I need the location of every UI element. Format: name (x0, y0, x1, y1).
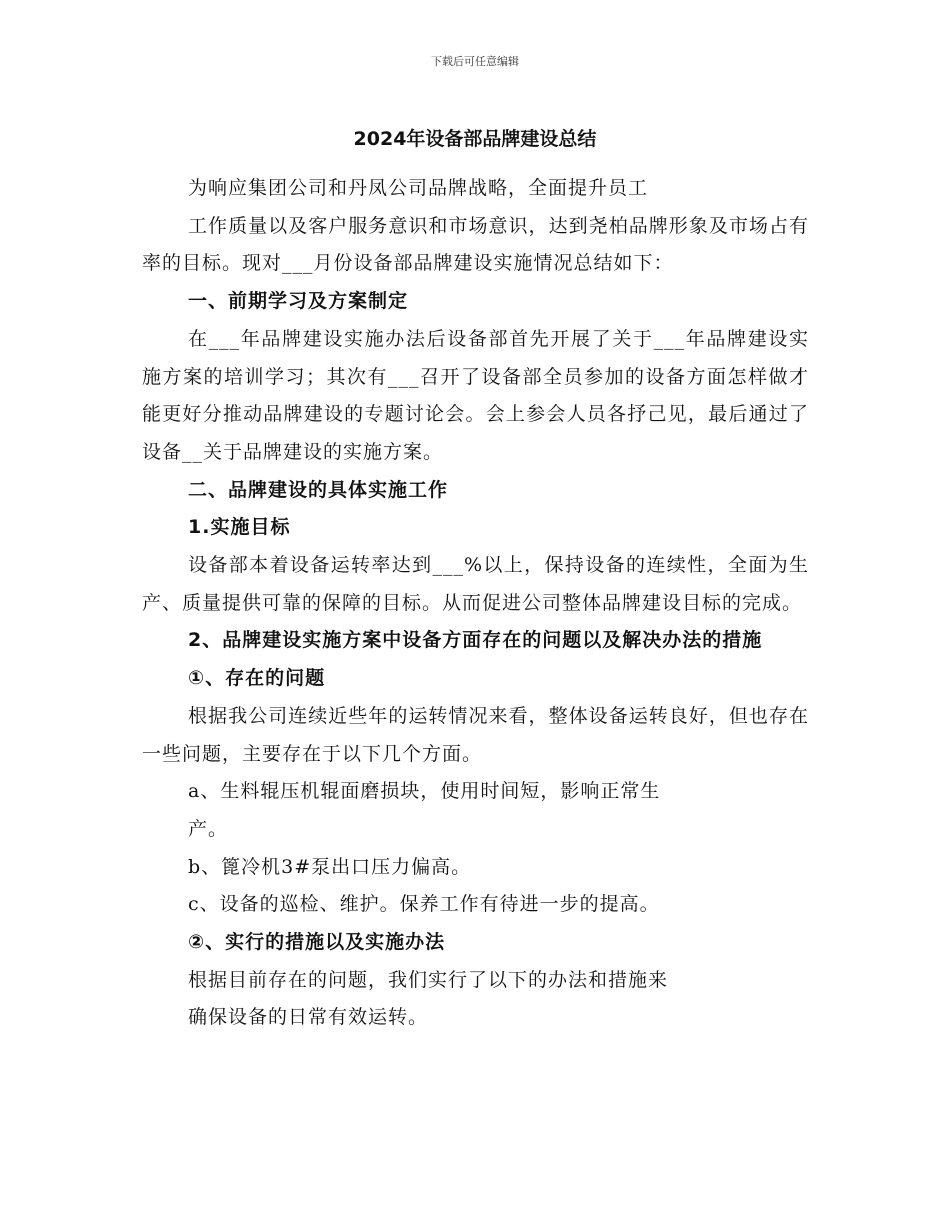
problem-item-a-continued: 产。 (188, 817, 229, 840)
measures-paragraph-line-2: 确保设备的日常有效运转。 (188, 1006, 429, 1029)
header-note: 下载后可任意编辑 (431, 55, 519, 68)
document-body (142, 170, 809, 1037)
section-heading-2: 二、品牌建设的具体实施工作 (188, 478, 449, 501)
document-title: 2024年设备部品牌建设总结 (353, 128, 597, 150)
subheading-goal: 1.实施目标 (188, 516, 291, 539)
problem-item-c: c、设备的巡检、维护。保养工作有待进一步的提高。 (188, 893, 660, 916)
subheading-problems: ①、存在的问题 (188, 667, 326, 690)
section-1-paragraph: 在___年品牌建设实施办法后设备部首先开展了关于___年品牌建设实施方案的培训学习；其次有___召开了设备部全员参加的设备方面怎样做才能更好分推动品牌建设的专题讨论会。会上参会人员各抒己见，最后通过了设备__关于品牌建设的实施方案。 (142, 327, 809, 463)
subheading-measures: ②、实行的措施以及实施办法 (188, 931, 446, 954)
intro-paragraph-1: 为响应集团公司和丹凤公司品牌战略，全面提升员工 (188, 177, 649, 199)
measures-paragraph-line-1: 根据目前存在的问题，我们实行了以下的办法和措施来 (188, 968, 669, 991)
problem-item-b: b、篦冷机3#泵出口压力偏高。 (188, 855, 472, 878)
goal-paragraph: 设备部本着设备运转率达到___%以上，保持设备的连续性，全面为生产、质量提供可靠的保障的目标。从而促进公司整体品牌建设目标的完成。 (142, 554, 809, 614)
subheading-problems-measures: 2、品牌建设实施方案中设备方面存在的问题以及解决办法的措施 (188, 629, 763, 652)
problem-item-a: a、生料辊压机辊面磨损块，使用时间短，影响正常生 (188, 780, 661, 803)
problems-paragraph: 根据我公司连续近些年的运转情况来看，整体设备运转良好，但也存在一些问题，主要存在于以下几个方面。 (142, 704, 809, 765)
section-heading-1: 一、前期学习及方案制定 (188, 290, 409, 313)
intro-paragraph-2: 工作质量以及客户服务意识和市场意识，达到尧柏品牌形象及市场占有率的目标。现对___月份设备部品牌建设实施情况总结如下： (142, 214, 809, 275)
